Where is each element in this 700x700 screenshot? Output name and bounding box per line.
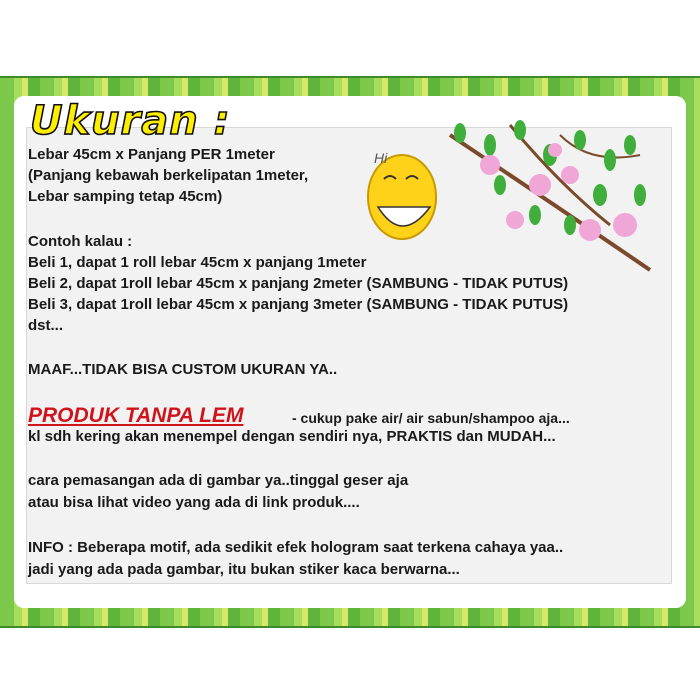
blossom-branch-icon <box>450 120 650 270</box>
smiley-icon <box>368 150 436 239</box>
produk-highlight: PRODUK TANPA LEM <box>28 404 244 427</box>
example-heading: Contoh kalau : <box>28 233 133 250</box>
example-line: dst... <box>28 317 64 334</box>
size-line: (Panjang kebawah berkelipatan 1meter, <box>28 167 309 184</box>
smiley-and-blossom-illustration <box>340 115 660 285</box>
hi-text: Hi <box>374 150 388 166</box>
info-line: jadi yang ada pada gambar, itu bukan stiker kaca berwarna... <box>28 561 460 578</box>
produk-rest: - cukup pake air/ air sabun/shampoo aja... <box>292 410 570 426</box>
example-line: Beli 1, dapat 1 roll lebar 45cm x panjang 1meter <box>28 254 367 271</box>
example-line: Beli 2, dapat 1roll lebar 45cm x panjang 2meter (SAMBUNG - TIDAK PUTUS) <box>28 275 569 292</box>
info-line: INFO : Beberapa motif, ada sedikit efek hologram saat terkena cahaya yaa.. <box>28 539 564 556</box>
size-line: Lebar samping tetap 45cm) <box>28 188 223 205</box>
notice-text: MAAF...TIDAK BISA CUSTOM UKURAN YA.. <box>28 361 338 378</box>
install-line: cara pemasangan ada di gambar ya..tinggal geser aja <box>28 472 409 489</box>
install-line: atau bisa lihat video yang ada di link produk.... <box>28 494 360 511</box>
title: Ukuran : <box>30 98 231 144</box>
produk-line2: kl sdh kering akan menempel dengan sendiri nya, PRAKTIS dan MUDAH... <box>28 428 556 445</box>
example-line: Beli 3, dapat 1roll lebar 45cm x panjang 3meter (SAMBUNG - TIDAK PUTUS) <box>28 296 569 313</box>
size-line: Lebar 45cm x Panjang PER 1meter <box>28 146 275 163</box>
